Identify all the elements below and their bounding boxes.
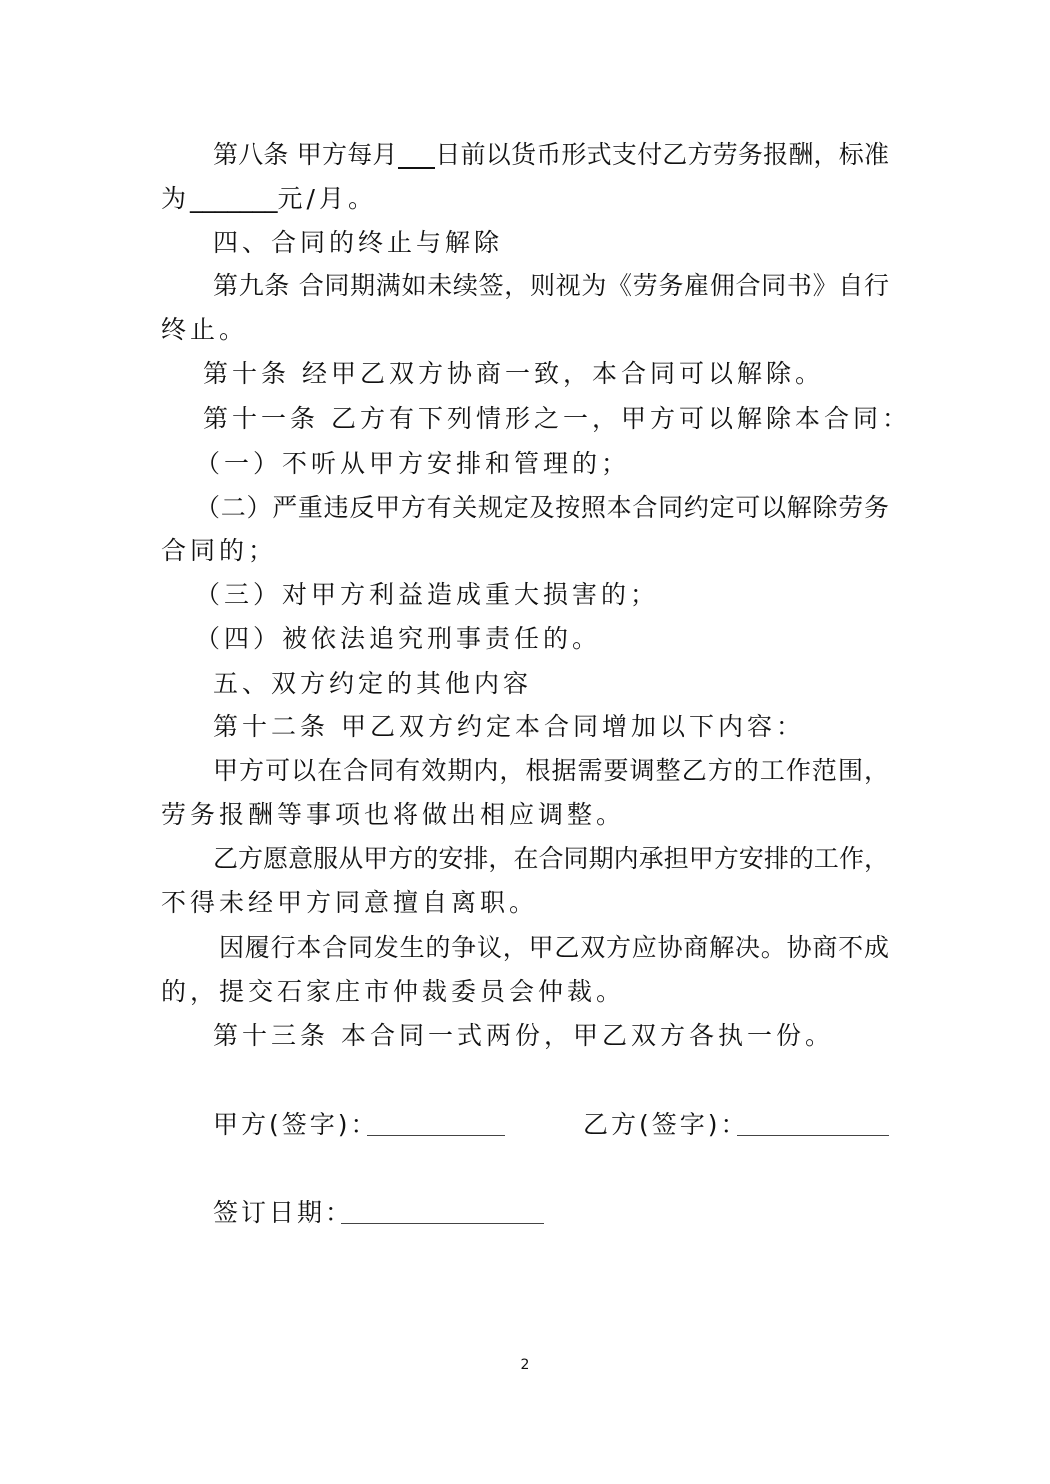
salary-amount-blank: _______ (190, 184, 278, 213)
article-8-text-c: 为 (161, 184, 191, 213)
termination-item-4: （四）被依法追究刑事责任的。 (195, 624, 602, 653)
article-9-line-1: 第九条 合同期满如未续签，则视为《劳务雇佣合同书》自行 (213, 271, 889, 300)
party-a-signature-label: 甲方(签字)： (213, 1110, 379, 1139)
article-9-line-2: 终止。 (161, 315, 249, 344)
party-a-signature-line (367, 1135, 505, 1136)
termination-item-3: （三）对甲方利益造成重大损害的； (195, 580, 660, 609)
section-4-heading: 四、合同的终止与解除 (213, 228, 504, 257)
termination-item-2-line-2: 合同的； (161, 536, 278, 565)
party-b-signature-line (737, 1135, 889, 1136)
article-12: 第十二条 甲乙双方约定本合同增加以下内容： (213, 712, 805, 741)
section-5-heading: 五、双方约定的其他内容 (213, 669, 533, 698)
termination-item-2-line-1: （二）严重违反甲方有关规定及按照本合同约定可以解除劳务 (195, 493, 889, 522)
page-number: 2 (520, 1357, 530, 1373)
article-8-text-b: 日前以货币形式支付乙方劳务报酬，标准 (435, 140, 889, 169)
party-b-signature-label: 乙方(签字)： (583, 1110, 749, 1139)
article-8-line-2 (161, 184, 377, 214)
payment-day-blank (398, 143, 436, 169)
article-13: 第十三条 本合同一式两份，甲乙双方各执一份。 (213, 1021, 834, 1050)
paragraph-3-line-1: 因履行本合同发生的争议，甲乙双方应协商解决。协商不成 (219, 933, 889, 962)
article-8-text-a: 第八条 甲方每月 (213, 140, 398, 169)
paragraph-2-line-2: 不得未经甲方同意擅自离职。 (161, 888, 539, 917)
paragraph-3-line-2: 的，提交石家庄市仲裁委员会仲裁。 (161, 977, 626, 1006)
article-10: 第十条 经甲乙双方协商一致，本合同可以解除。 (203, 359, 824, 388)
article-8-text-d: 元/月。 (277, 184, 377, 213)
termination-item-1: （一）不听从甲方安排和管理的； (195, 449, 631, 478)
sign-date-label: 签订日期： (213, 1198, 354, 1227)
paragraph-2-line-1: 乙方愿意服从甲方的安排，在合同期内承担甲方安排的工作， (213, 844, 889, 873)
sign-date-line (341, 1223, 544, 1224)
article-8-line-1 (213, 140, 889, 170)
paragraph-1-line-1: 甲方可以在合同有效期内，根据需要调整乙方的工作范围， (213, 756, 889, 785)
paragraph-1-line-2: 劳务报酬等事项也将做出相应调整。 (161, 800, 626, 829)
article-11: 第十一条 乙方有下列情形之一，甲方可以解除本合同： (203, 404, 911, 433)
